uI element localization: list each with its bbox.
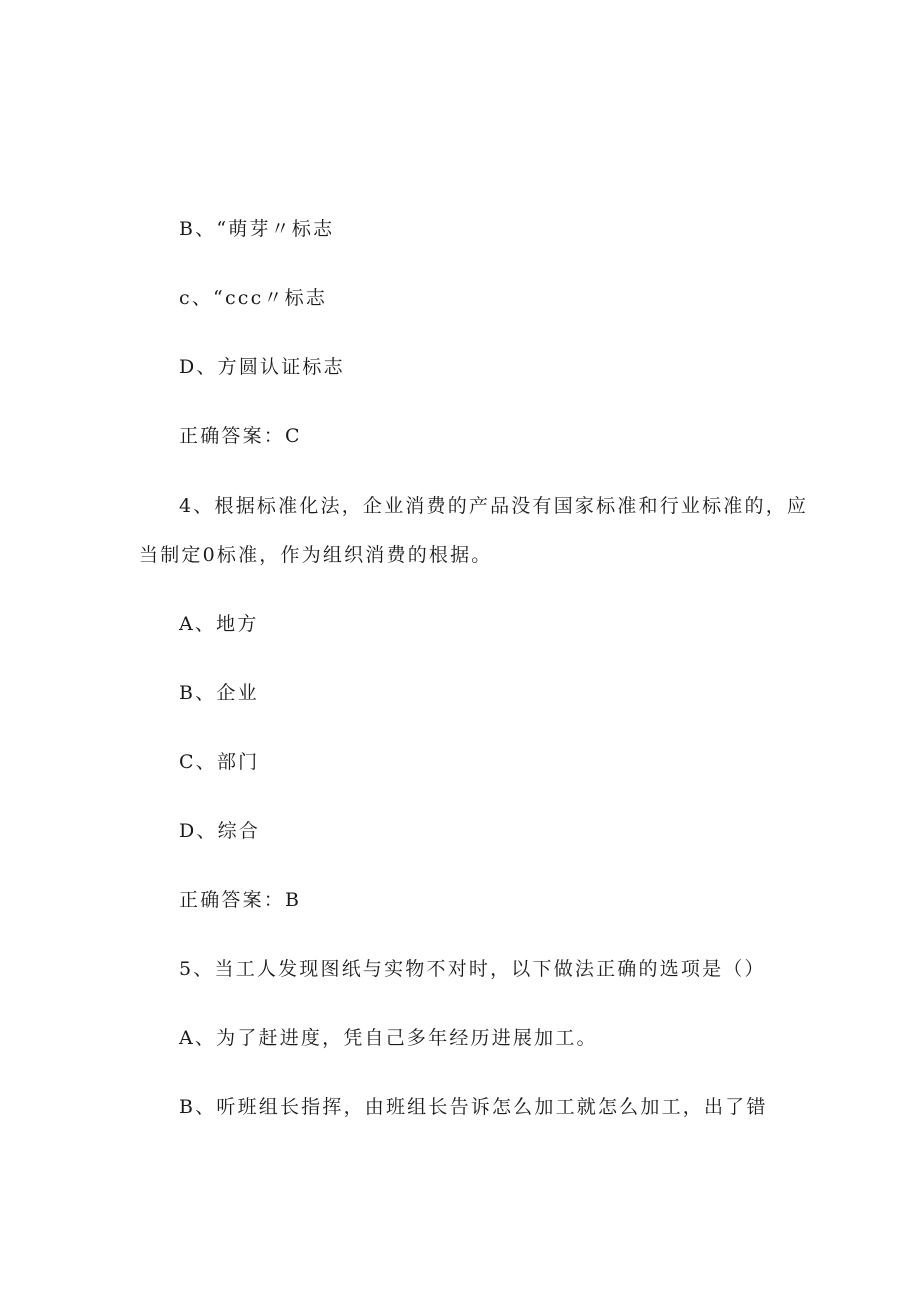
q5-option-b: B、听班组长指挥，由班组长告诉怎么加工就怎么加工，出了错: [179, 1096, 768, 1118]
q4-stem-line1: 4、根据标准化法，企业消费的产品没有国家标准和行业标准的，应: [179, 495, 809, 517]
q4-option-d: D、综合: [179, 820, 261, 842]
q5-option-a: A、为了赶进度，凭自己多年经历进展加工。: [179, 1027, 598, 1049]
q5-stem: 5、当工人发现图纸与实物不对时，以下做法正确的选项是（）: [179, 958, 766, 980]
q3-answer: 正确答案：C: [179, 425, 302, 447]
q3-option-b: B、“萌芽〃标志: [179, 218, 335, 240]
q4-option-a: A、地方: [179, 613, 259, 635]
q3-option-d: D、方圆认证标志: [179, 356, 345, 378]
q4-stem-line2: 当制定0标准，作为组织消费的根据。: [139, 544, 493, 566]
q3-option-c: c、“ccc〃标志: [179, 287, 328, 309]
q4-option-b: B、企业: [179, 682, 259, 704]
q4-answer: 正确答案：B: [179, 889, 302, 911]
q4-option-c: C、部门: [179, 751, 260, 773]
